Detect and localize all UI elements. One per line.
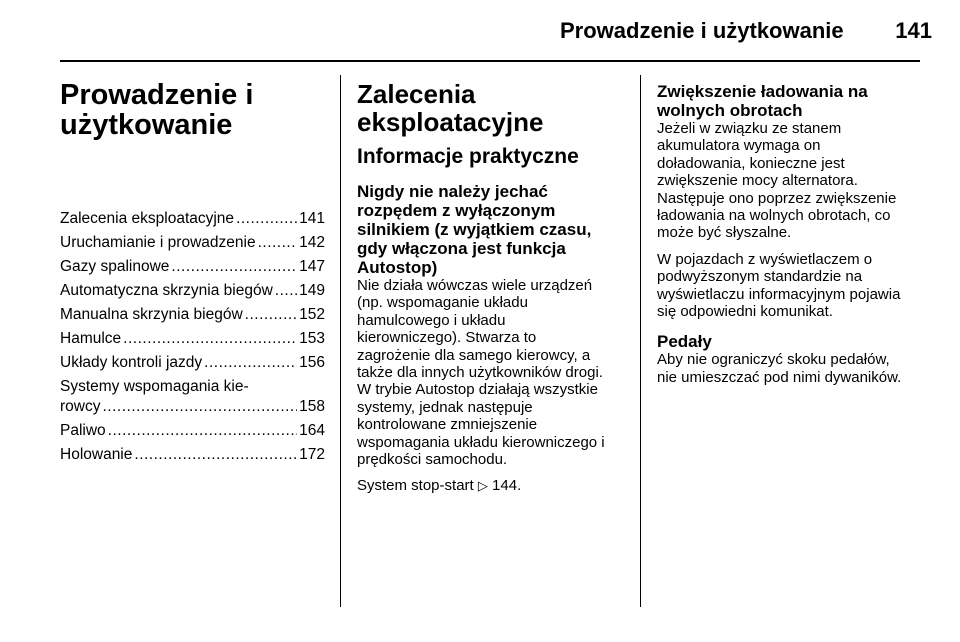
chapter-title: Prowadzenie i użytkowanie: [60, 79, 254, 141]
column-divider-1: [340, 75, 341, 607]
running-header-title: Prowadzenie i użytkowanie: [560, 18, 844, 43]
header-divider: [60, 60, 920, 62]
paragraph-pedals: Aby nie ograniczyć skoku pedałów, nie umieszczać pod nimi dywaników.: [657, 351, 902, 386]
topic-title-coasting: Nigdy nie należy jechać rozpędem z wyłączonym silnikiem (z wyjątkiem czasu, gdy włączona jest funkcja Autostop): [357, 182, 592, 277]
toc-entry-paliwo[interactable]: Paliwo ..... 164: [60, 421, 325, 445]
toc-entry-holowanie[interactable]: Holowanie ..... 172: [60, 445, 325, 469]
toc-entry-uruchamianie[interactable]: Uruchamianie i prowadzenie ..... 142: [60, 233, 325, 257]
cross-reference[interactable]: System stop-start ▷ 144.: [357, 477, 522, 495]
column-right: [657, 74, 925, 386]
toc-entry-hamulce[interactable]: Hamulce ..... 153: [60, 329, 325, 353]
toc-entry-manualna[interactable]: Manualna skrzynia biegów ..... 152: [60, 305, 325, 329]
cross-reference-arrow-icon: ▷: [477, 478, 488, 494]
paragraph-display-message: W pojazdach z wyświetlaczem o podwyższonym standardzie na wyświetlaczu informacyjnym pojawia się odpowiedni komunikat.: [657, 250, 901, 321]
column-main: [357, 74, 629, 495]
paragraph-coasting: Nie działa wówczas wiele urządzeń (np. wspomaganie układu hamulcowego i układu kierowniczego). Stwarza to zagrożenie dla samego kierowcy, a także dla innych użytkowników drogi. W trybie Autostop działają wszystkie systemy, jednak następuje kontrolowane zmniejszenie wspomagania układu kierowniczego i prędkości samochodu.: [357, 277, 605, 469]
column-divider-2: [640, 75, 641, 607]
section-title: Zalecenia eksploatacyjne: [357, 79, 544, 137]
page-number: 141: [895, 18, 932, 43]
toc-entry-automatyczna[interactable]: Automatyczna skrzynia biegów ..... 149: [60, 281, 325, 305]
toc-entry-systemy[interactable]: Systemy wspomagania kie- rowcy ..... 158: [60, 377, 325, 421]
topic-title-pedals: Pedały: [657, 332, 712, 352]
table-of-contents: [60, 209, 325, 469]
paragraph-idle-charging: Jeżeli w związku ze stanem akumulatora wymaga on doładowania, konieczne jest zwiększenie mocy alternatora. Następuje ono poprzez zwiększenie ładowania na wolnych obrotach, co może być słyszalne.: [657, 120, 897, 242]
toc-entry-zalecenia[interactable]: Zalecenia eksploatacyjne ..... 141: [60, 209, 325, 233]
toc-entry-gazy[interactable]: Gazy spalinowe ..... 147: [60, 257, 325, 281]
column-toc: [60, 74, 325, 469]
subsection-title: Informacje praktyczne: [357, 145, 579, 168]
topic-title-idle-charging: Zwiększenie ładowania na wolnych obrotach: [657, 82, 868, 120]
toc-entry-uklady[interactable]: Układy kontroli jazdy ..... 156: [60, 353, 325, 377]
